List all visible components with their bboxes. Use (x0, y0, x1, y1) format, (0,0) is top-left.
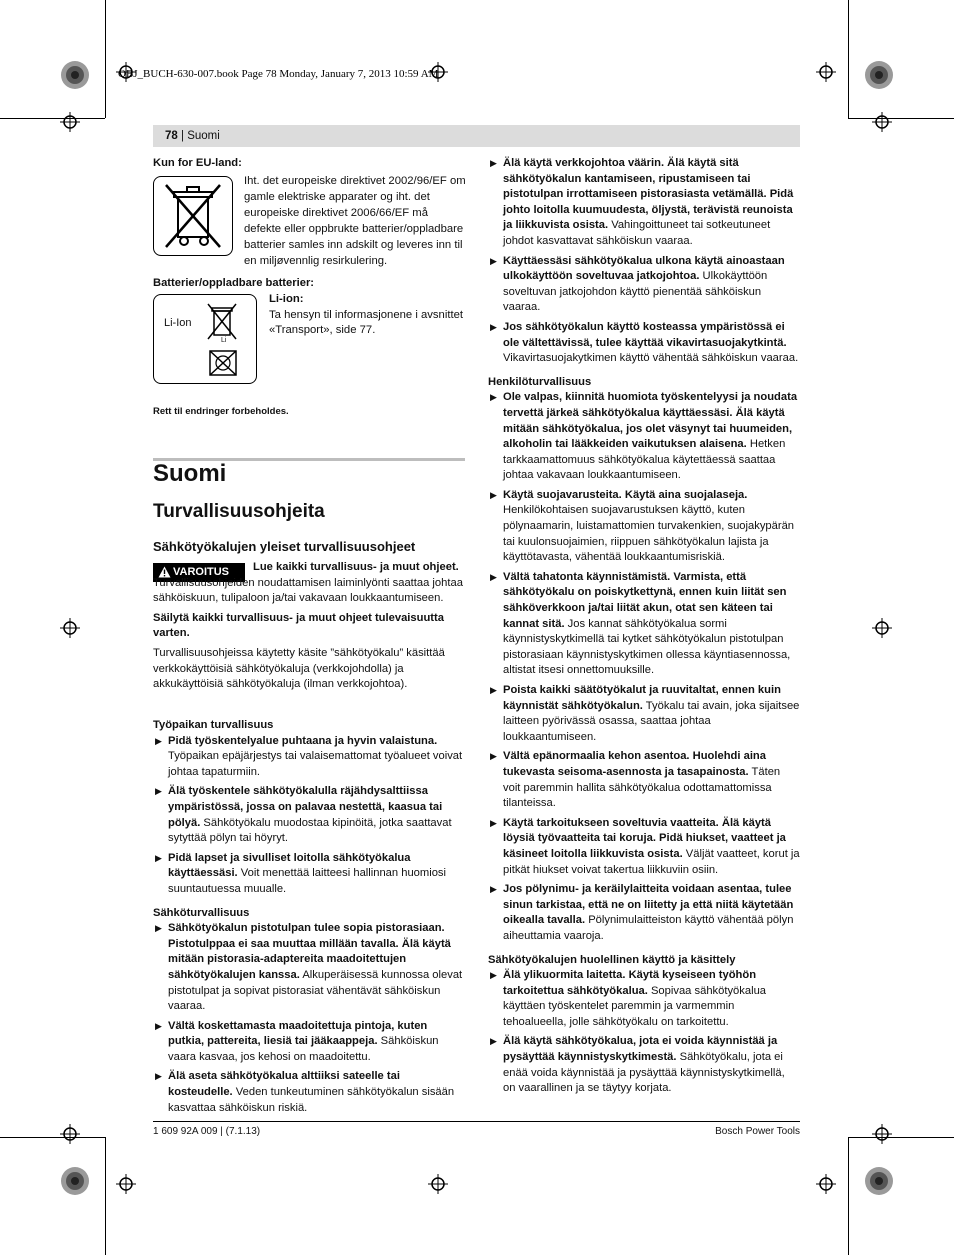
list-item (488, 390, 800, 484)
item-text: Voit menettää laitteesi hallinnan huomiosi suuntautuessa muualle. (168, 867, 447, 895)
warning-badge-label: VAROITUS (173, 566, 230, 578)
trim-mark (0, 1137, 105, 1138)
warning-paragraph (153, 560, 463, 607)
li-ion-label: Li-Ion (164, 317, 192, 329)
list-item (488, 1034, 800, 1096)
item-bold: Käyttäessäsi sähkötyökalua ulkona käytä ainoastaan ulkokäyttöön soveltuvaa jatkojohtoa. (503, 254, 785, 283)
trim-mark (848, 118, 954, 119)
warning-text: Turvallisuusohjeiden noudattamisen laiminlyönti saattaa johtaa sähköiskuun, tulipaloon ja/tai vakavaan loukkaantumiseen. (153, 576, 463, 605)
registration-mark-icon (428, 1174, 448, 1194)
registration-starburst-icon (60, 60, 90, 90)
bullet-arrow-icon: ▶ (155, 786, 162, 797)
item-bold: Vältä epänormaalia kehon asentoa. Huolehdi aina tukevasta seisoma-asennosta ja tasapainosta. (503, 750, 766, 778)
item-text: Sähkötyökalu, jota ei enää voida käynnistää ja pysäyttää käynnistyskytkimellä, on vaarallinen ja se täytyy korjata. (503, 1051, 785, 1095)
trim-mark (848, 1137, 849, 1255)
registration-mark-icon (816, 1174, 836, 1194)
item-bold: Käytä tarkoitukseen soveltuvia vaatteita. Älä käytä löysiä työvaatteita tai koruja. Pidä hiukset, vaatteet ja käsineet loitolla liikkuvista osista. (503, 816, 786, 860)
list-item (488, 968, 800, 1030)
bullet-arrow-icon: ▶ (490, 158, 497, 168)
list-item (488, 488, 800, 566)
bullet-arrow-icon: ▶ (155, 923, 162, 934)
item-text: Työpaikan epäjärjestys tai valaisemattomat työalueet voivat johtaa tapaturmiin. (168, 750, 463, 778)
changes-note-block (153, 404, 465, 420)
item-bold: Älä ylikuormita laitetta. Käytä kyseiseen työhön tarkoitettua sähkötyökalua. (503, 969, 757, 997)
eu-text-block (244, 174, 466, 269)
item-text: Alkuperäisessä kunnossa olevat pistotulpat ja sopivat pistorasiat vähentävät sähköiskun vaaraa. (168, 968, 463, 1013)
registration-starburst-icon (864, 60, 894, 90)
item-bold: Älä aseta sähkötyökalua alttiiksi sateelle tai kosteudelle. (168, 1070, 400, 1099)
bullet-arrow-icon: ▶ (490, 817, 497, 828)
list-item (153, 1019, 463, 1066)
bullet-arrow-icon: ▶ (155, 735, 162, 746)
crossed-bin-icon (206, 301, 238, 341)
item-text: Hetken tarkkaamattomuus sähkötyökalua käytettäessä saattaa johtaa vakavaan loukkaantumiseen. (503, 438, 786, 482)
bullet-arrow-icon: ▶ (490, 685, 497, 695)
page-header (153, 125, 800, 147)
item-text: Sähkötyökalu muodostaa kipinöitä, jotka saattavat sytyttää pölyn tai höyryt. (168, 816, 452, 845)
warning-bold: Lue kaikki turvallisuus- ja muut ohjeet. (253, 561, 459, 573)
bullet-arrow-icon: ▶ (490, 970, 497, 981)
item-bold: Sähkötyökalun pistotulpan tulee sopia pistorasiaan. Pistotulppaa ei saa muuttaa millään tavalla. Älä käytä mitään pistorasia-adaptereita maadoitettujen sähkötyökalujen kanssa. (168, 922, 451, 981)
trim-mark (105, 1137, 106, 1255)
page-header-label (165, 130, 220, 142)
section-heading: Sähköturvallisuus (153, 906, 250, 919)
footer-right: Bosch Power Tools (715, 1126, 800, 1137)
item-bold: Älä käytä verkkojohtoa väärin. Älä käytä sitä sähkötyökalun kantamiseen, ripustamiseen tai pistotulpan irrottamiseen pistorasiasta vetämällä. Pidä johto loitolla kuumuudesta, öljystä, terävistä reunoista ja liikkuvista osista. (503, 157, 794, 232)
eu-heading: Kun for EU-land: (153, 157, 242, 169)
trim-mark (105, 0, 106, 118)
list-item (488, 570, 800, 679)
footer-left: 1 609 92A 009 | (7.1.13) (153, 1126, 261, 1137)
definition: Turvallisuusohjeissa käytetty käsite ”sähkötyökalu” käsittää verkkokäyttöisiä sähkötyökaluja (verkkojohdolla) ja akkukäyttöisiä sähkötyökaluja (ilman verkkojohtoa). (153, 646, 445, 691)
warning-block (153, 560, 463, 693)
trim-mark (848, 1137, 954, 1138)
item-bold: Pidä työskentelyalue puhtaana ja hyvin valaistuna. (168, 734, 438, 747)
list-item (153, 784, 463, 846)
registration-starburst-icon (864, 1166, 894, 1196)
changes-note: Rett til endringer forbeholdes. (153, 406, 289, 417)
battery-crossed-icon (208, 349, 238, 377)
bullet-arrow-icon: ▶ (490, 1036, 497, 1047)
registration-mark-icon (872, 112, 892, 132)
left-column (153, 156, 465, 172)
bullet-arrow-icon: ▶ (155, 1020, 162, 1031)
item-text: Vikavirtasuojakytkimen käyttö vähentää sähköiskun vaaraa. (503, 352, 799, 365)
list-item (153, 921, 463, 1015)
registration-mark-icon (60, 112, 80, 132)
trim-mark (0, 118, 105, 119)
list-item (153, 734, 463, 781)
bullet-arrow-icon: ▶ (155, 852, 162, 863)
list-item (488, 254, 800, 316)
bullet-arrow-icon: ▶ (490, 321, 497, 332)
item-text: Sähköiskun vaara kasvaa, jos kehosi on maadoitettu. (168, 1035, 439, 1063)
item-bold: Jos sähkötyökalun käyttö kosteassa ympäristössä ei ole vältettävissä, tulee käyttää vikavirtasuojakytkintä. (503, 320, 787, 349)
bullet-arrow-icon: ▶ (490, 255, 497, 266)
registration-starburst-icon (60, 1166, 90, 1196)
page-number: 78 (165, 130, 178, 142)
bullet-arrow-icon: ▶ (490, 392, 497, 403)
header-separator: | (177, 130, 188, 142)
list-item (488, 882, 800, 944)
bullet-arrow-icon: ▶ (490, 884, 497, 895)
bullet-arrow-icon: ▶ (490, 571, 497, 582)
registration-mark-icon (60, 1124, 80, 1144)
item-bold: Älä työskentele sähkötyökalulla räjähdysalttiissa ympäristössä, jossa on palavaa nestettä, kaasua tai pölyä. (168, 785, 443, 829)
registration-mark-icon (816, 62, 836, 82)
item-text: Työkalu tai avain, joka sijaitsee laitteen pyörivässä osassa, saattaa johtaa loukkaantumiseen. (503, 699, 800, 743)
bullet-arrow-icon: ▶ (490, 751, 497, 762)
page-subtitle: Turvallisuusohjeita (153, 501, 325, 522)
list-item (488, 816, 800, 878)
bullet-arrow-icon: ▶ (155, 1071, 162, 1082)
header-section: Suomi (187, 130, 220, 142)
section-heading: Työpaikan turvallisuus (153, 719, 274, 731)
item-bold: Ole valpas, kiinnitä huomiota työskentelyysi ja noudata tervettä järkeä sähkötyökalua käyttäessäsi. Älä käytä mitään sähkötyökalua, jos olet väsynyt tai huumeiden, alkoholin tai lääkkeiden vaikutuksen alaisena. (503, 391, 798, 451)
item-bold: Vältä koskettamasta maadoitettuja pintoja, kuten putkia, pattereita, liesiä tai jääkaappeja. (168, 1019, 428, 1048)
li-small-label: Li (221, 337, 227, 344)
item-text: Jos kannat sähkötyökalua sormi käynnistyskytkimellä tai kytket sähkötyökalun pistotulpan pistorasiaan käynnistyskytkimen ollessa käyntiasennossa, altistat itsesi onnettomuuksille. (503, 617, 791, 677)
li-ion-type: Li-ion: (269, 293, 304, 305)
item-text: Sopivaa sähkötyökalua käyttäen työskentelet paremmin ja varmemmin tehoalueella, jolle sähkötyökalu on tarkoitettu. (503, 984, 767, 1028)
page-title: Suomi (153, 460, 227, 487)
item-text: Väljät vaatteet, korut ja pitkät hiukset voivat takertua liikkuviin osiin. (503, 847, 800, 876)
item-text: Henkilökohtaisen suojavarustuksen käyttö, kuten pölynaamarin, luistamattomien turvakenkien, suojakypärän tai kuulonsuojaimien, riippuen sähkötyökalun lajista ja käyttötavasta, vähentää loukkaantumisriskiä. (503, 504, 795, 564)
battery-block (153, 276, 465, 292)
section-heading: Henkilöturvallisuus (488, 375, 592, 388)
item-bold: Vältä tahatonta käynnistämistä. Varmista, että sähkötyökalu on poiskytkettynä, ennen kuin liität sen sähköverkkoon ja/tai liität akun, otat sen käteen tai kannat sitä. (503, 570, 787, 630)
section-workplace (153, 718, 463, 1120)
item-bold: Jos pölynimu- ja keräilylaitteita voidaan asentaa, tulee sinun tarkistaa, että ne on liitetty ja että niitä käytetään oikealla tavalla. (503, 883, 794, 927)
trim-mark (848, 0, 849, 118)
item-bold: Käytä suojavarusteita. Käytä aina suojalaseja. (503, 488, 748, 501)
list-item (488, 683, 800, 745)
battery-text-block (269, 292, 464, 339)
item-text: Vahingoittuneet tai sotkeutuneet johdot kasvattavat sähköiskun vaaraa. (503, 219, 771, 247)
right-column (488, 156, 800, 1101)
bullet-arrow-icon: ▶ (490, 489, 497, 500)
item-bold: Poista kaikki säätötyökalut ja ruuvitaltat, ennen kuin käynnistät sähkötyökalun. (503, 684, 781, 712)
item-text: Veden tunkeutuminen sähkötyökalun sisään kasvattaa sähköiskun riskiä. (168, 1086, 455, 1114)
item-bold: Pidä lapset ja sivulliset loitolla sähkötyökalua käyttäessäsi. (168, 851, 411, 880)
weee-bin-icon (153, 176, 233, 256)
keep-instructions: Säilytä kaikki turvallisuus- ja muut ohjeet tulevaisuutta varten. (153, 611, 444, 640)
item-text: Pölynimulaitteiston käyttö vähentää pölyn aiheuttamia vaaroja. (503, 914, 794, 942)
list-item (153, 851, 463, 898)
registration-mark-icon (60, 618, 80, 638)
registration-mark-icon (872, 1124, 892, 1144)
item-text: Täten voit paremmin hallita sähkötyökalua odottamattomissa tilanteissa. (503, 765, 781, 810)
registration-mark-icon (116, 1174, 136, 1194)
item-bold: Älä käytä sähkötyökalua, jota ei voida käynnistää ja pysäyttää käynnistyskytkimestä. (503, 1035, 778, 1064)
list-item (488, 320, 800, 367)
section-heading: Sähkötyökalujen huolellinen käyttö ja käsittely (488, 953, 736, 966)
general-heading: Sähkötyökalujen yleiset turvallisuusohjeet (153, 539, 416, 554)
list-item (488, 749, 800, 811)
footer-divider (153, 1121, 800, 1122)
list-item (153, 1069, 463, 1116)
battery-heading: Batterier/oppladbare batterier: (153, 277, 315, 289)
li-ion-battery-icon (153, 294, 257, 384)
registration-mark-icon (872, 618, 892, 638)
list-item (488, 156, 800, 250)
eu-text: Iht. det europeiske direktivet 2002/96/EF om gamle elektriske apparater og iht. det europeiske direktivet 2006/66/EF må defekte eller oppbrukte batterier/oppladbare batterier samles inn adskilt og leveres inn til en miljøvennlig resirkulering. (244, 175, 466, 267)
file-info: OBJ_BUCH-630-007.book Page 78 Monday, January 7, 2013 10:59 AM (118, 68, 439, 80)
battery-text: Ta hensyn til informasjonene i avsnittet «Transport», side 77. (269, 308, 464, 337)
item-text: Ulkokäyttöön soveltuvan jatkojohdon käyttö pienentää sähköiskun vaaraa. (503, 270, 768, 314)
